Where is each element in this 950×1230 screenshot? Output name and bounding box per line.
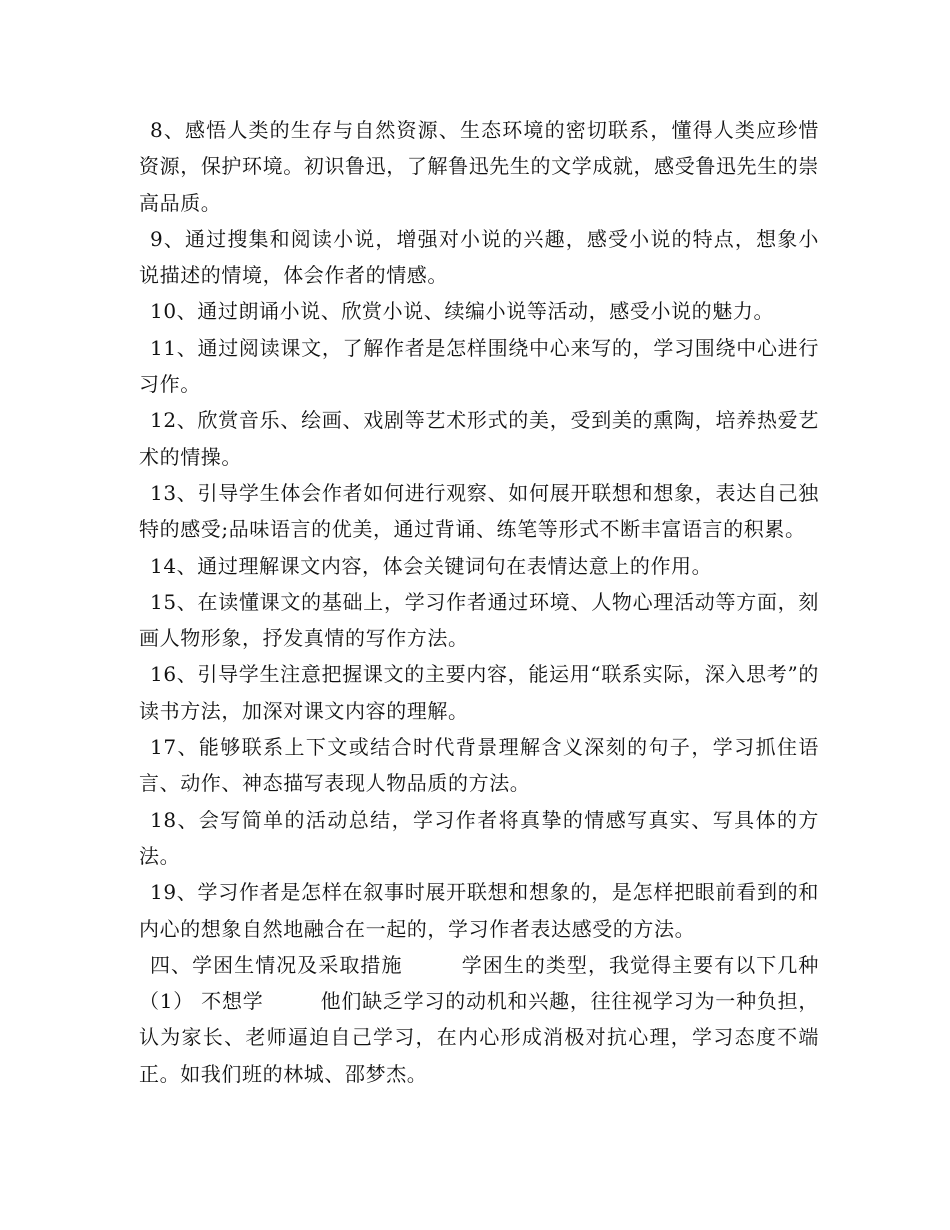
paragraph-objective-12: 12、欣赏音乐、绘画、戏剧等艺术形式的美，受到美的熏陶，培养热爱艺术的情操。 <box>139 408 819 469</box>
document-body <box>139 112 875 1092</box>
paragraph-objective-14: 14、通过理解课文内容，体会关键词句在表情达意上的作用。 <box>150 553 713 578</box>
paragraph-objective-8: 8、感悟人类的生存与自然资源、生态环境的密切联系，懂得人类应珍惜资源，保护环境。初识鲁迅，了解鲁迅先生的文学成就，感受鲁迅先生的崇高品质。 <box>139 118 819 215</box>
paragraph-objective-16: 16、引导学生注意把握课文的主要内容，能运用“联系实际，深入思考”的读书方法，加深对课文内容的理解。 <box>139 662 819 723</box>
paragraph-objective-18: 18、会写简单的活动总结，学习作者将真挚的情感写真实、写具体的方法。 <box>139 807 819 868</box>
paragraph-objective-11: 11、通过阅读课文，了解作者是怎样围绕中心来写的，学习围绕中心进行习作。 <box>139 335 819 397</box>
paragraph-objective-9: 9、通过搜集和阅读小说，增强对小说的兴趣，感受小说的特点，想象小说描述的情境，体会作者的情感。 <box>139 226 819 288</box>
paragraph-objective-15: 15、在读懂课文的基础上，学习作者通过环境、人物心理活动等方面，刻画人物形象，抒发真情的写作方法。 <box>139 589 819 651</box>
paragraph-objective-19: 19、学习作者是怎样在叙事时展开联想和想象的，是怎样把眼前看到的和内心的想象自然地融合在一起的，学习作者表达感受的方法。 <box>139 880 819 941</box>
paragraph-section-4-struggling-students: 四、学困生情况及采取措施 学困生的类型，我觉得主要有以下几种 （1） 不想学 他们缺乏学习的动机和兴趣，往往视学习为一种负担，认为家长、老师逼迫自己学习，在内心形成消极对抗心理，学习态度不端正。如我们班的林城、邵梦杰。 <box>139 952 875 1086</box>
paragraph-objective-10: 10、通过朗诵小说、欣赏小说、续编小说等活动，感受小说的魅力。 <box>150 299 775 324</box>
paragraph-objective-17: 17、能够联系上下文或结合时代背景理解含义深刻的句子，学习抓住语言、动作、神态描写表现人物品质的方法。 <box>139 735 819 796</box>
paragraph-objective-13: 13、引导学生体会作者如何进行观察、如何展开联想和想象，表达自己独特的感受;品味语言的优美，通过背诵、练笔等形式不断丰富语言的积累。 <box>139 480 819 542</box>
